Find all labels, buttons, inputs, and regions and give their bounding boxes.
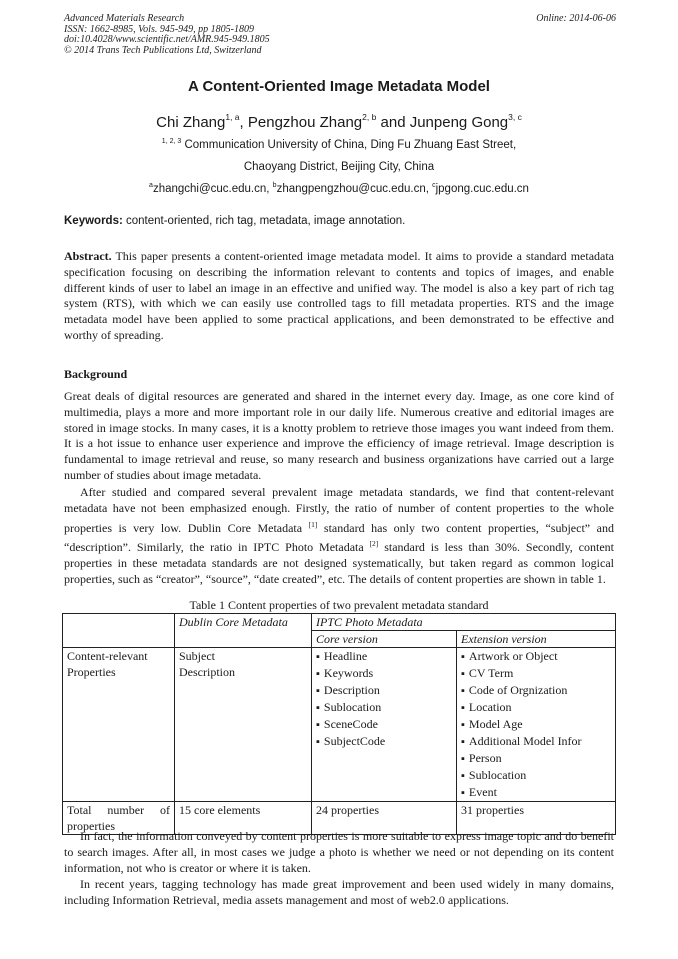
header-extension-version: Extension version xyxy=(457,631,616,648)
core-content-cell xyxy=(312,648,457,802)
p2-part-c: standard is less than 30%. Secondly, content properties in these metadata standards are not designed systematically, but taken regard as common logical properties, such as “creator”, “source”, “date created”, etc. The details of content properties are shown in table 1. xyxy=(64,540,615,586)
total-label-line-2: properties xyxy=(67,819,115,833)
dc-total: 15 core elements xyxy=(175,802,312,835)
table-row xyxy=(63,648,616,802)
affiliation-text-1: Communication University of China, Ding Fu Zhuang East Street, xyxy=(181,139,517,151)
core-item: ▪ SceneCode xyxy=(316,716,452,733)
section-heading-background: Background xyxy=(64,367,128,381)
header-iptc: IPTC Photo Metadata xyxy=(312,614,616,631)
author-1: Chi Zhang xyxy=(156,114,226,131)
email-line xyxy=(0,182,678,195)
email-c-sup: c xyxy=(432,182,436,189)
core-item: ▪ Keywords xyxy=(316,665,452,682)
properties-table xyxy=(62,613,616,835)
doi-line: doi:10.4028/www.scientific.net/AMR.945-949.1805 xyxy=(64,34,270,46)
header-core-version: Core version xyxy=(312,631,457,648)
dc-item: Subject xyxy=(179,649,215,663)
row-label-content: Content-relevant Properties xyxy=(63,648,175,802)
journal-header xyxy=(64,14,616,56)
table-caption: Table 1 Content properties of two prevalent metadata standard xyxy=(189,598,489,612)
table-header-row xyxy=(63,614,616,631)
citation-2[interactable]: [2] xyxy=(369,539,379,549)
ext-item: ▪ Model Age xyxy=(461,716,611,733)
header-empty-cell xyxy=(63,614,175,648)
author-and: and xyxy=(376,114,410,131)
background-paragraph-2 xyxy=(64,485,614,588)
email-b-sup: b xyxy=(272,182,277,189)
copyright-line: © 2014 Trans Tech Publications Ltd, Switzerland xyxy=(64,44,262,56)
ext-item: ▪ Location xyxy=(461,699,611,716)
author-separator: , xyxy=(239,114,248,131)
paper-title: A Content-Oriented Image Metadata Model xyxy=(188,78,490,95)
ext-item: ▪ Sublocation xyxy=(461,767,611,784)
author-2: Pengzhou Zhang xyxy=(247,114,363,131)
abstract-label: Abstract. xyxy=(64,249,112,263)
ext-item: ▪ Person xyxy=(461,750,611,767)
after-paragraph-2: In recent years, tagging technology has made great improvement and been used widely in many domains, including Information Retrieval, media assets management and most of web2.0 applications. xyxy=(64,877,614,907)
p2-part-b: standard has only two content properties, “subject” and “description”. Similarly, the ratio in IPTC Photo Metadata xyxy=(64,520,614,555)
abstract-text: This paper presents a content-oriented image metadata model. It aims to provide a standard metadata specification focusing on describing the information relevant to contents and topics of images, and enable different kinds of user to label an image in an effective and unified way. The model is also a key part of rich tag system (RTS), with which we can easily use controlled tags to fill metadata properties. RTS and the image metadata model have been applied to some practical applications, and been demonstrated to be effective and worthy of spreading. xyxy=(64,249,614,342)
author-3: Junpeng Gong xyxy=(409,114,509,131)
ext-total: 31 properties xyxy=(457,802,616,835)
author-2-sup: 2, b xyxy=(362,112,377,122)
email-a: zhangchi@cuc.edu.cn, xyxy=(152,183,273,195)
issn-line: ISSN: 1662-8985, Vols. 945-949, pp 1805-1809 xyxy=(64,23,254,35)
journal-name: Advanced Materials Research xyxy=(64,13,185,24)
total-label-line-1: Total number of xyxy=(67,803,170,817)
core-item: ▪ Description xyxy=(316,682,452,699)
email-c: jpgong.cuc.edu.cn xyxy=(435,183,529,195)
affiliation-sup: 1, 2, 3 xyxy=(161,138,182,145)
affiliation-line-1 xyxy=(0,138,678,151)
dc-content-cell xyxy=(175,648,312,802)
affiliation-line-2: Chaoyang District, Beijing City, China xyxy=(243,161,435,173)
author-3-sup: 3, c xyxy=(508,112,522,122)
keywords xyxy=(64,215,405,227)
header-dublin-core: Dublin Core Metadata xyxy=(175,614,312,648)
ext-item: ▪ Code of Orgnization xyxy=(461,682,611,699)
core-item: ▪ Sublocation xyxy=(316,699,452,716)
p2-part-a: After studied and compared several prevalent image metadata standards, we find that content-relevant metadata have not been emphasized enough. Firstly, the ratio of number of content properties to the whole properties is very low. Dublin Core Metadata xyxy=(64,485,614,535)
keywords-label: Keywords: xyxy=(64,215,123,227)
dc-item: Description xyxy=(179,665,235,679)
email-b: zhangpengzhou@cuc.edu.cn, xyxy=(276,183,433,195)
ext-item: ▪ Additional Model Infor xyxy=(461,733,611,750)
ext-item: ▪ CV Term xyxy=(461,665,611,682)
core-total: 24 properties xyxy=(312,802,457,835)
core-item: ▪ Headline xyxy=(316,648,452,665)
ext-item: ▪ Event xyxy=(461,784,611,801)
ext-item: ▪ Artwork or Object xyxy=(461,648,611,665)
abstract xyxy=(64,249,614,344)
after-paragraph-1: In fact, the information conveyed by content properties is more suitable to express image topic and do benefit to search images. After all, in most cases we judge a photo is whether we need or not depending on its content information, not who is creator or where it is taken. xyxy=(64,829,614,875)
citation-1[interactable]: [1] xyxy=(308,519,318,529)
core-item: ▪ SubjectCode xyxy=(316,733,452,750)
author-list xyxy=(0,112,678,131)
keywords-text: content-oriented, rich tag, metadata, image annotation. xyxy=(122,215,406,227)
background-paragraph-1: Great deals of digital resources are generated and shared in the internet every day. Image, as one core kind of multimedia, plays a more and more important role in our daily life. Numerous creative and editorial images are stored in image stocks. In many cases, it is a knotty problem to retrieve those images you want indeed from them. It is a hot issue to enhance user experience and improve the efficiency of image retrieval. Image description is fundamental to image retrieval and reuse, so many research and business organizations have carried out a large number of studies about image metadata. xyxy=(64,389,614,482)
ext-content-cell xyxy=(457,648,616,802)
email-a-sup: a xyxy=(149,182,153,189)
online-date: Online: 2014-06-06 xyxy=(536,13,616,24)
author-1-sup: 1, a xyxy=(225,112,240,122)
